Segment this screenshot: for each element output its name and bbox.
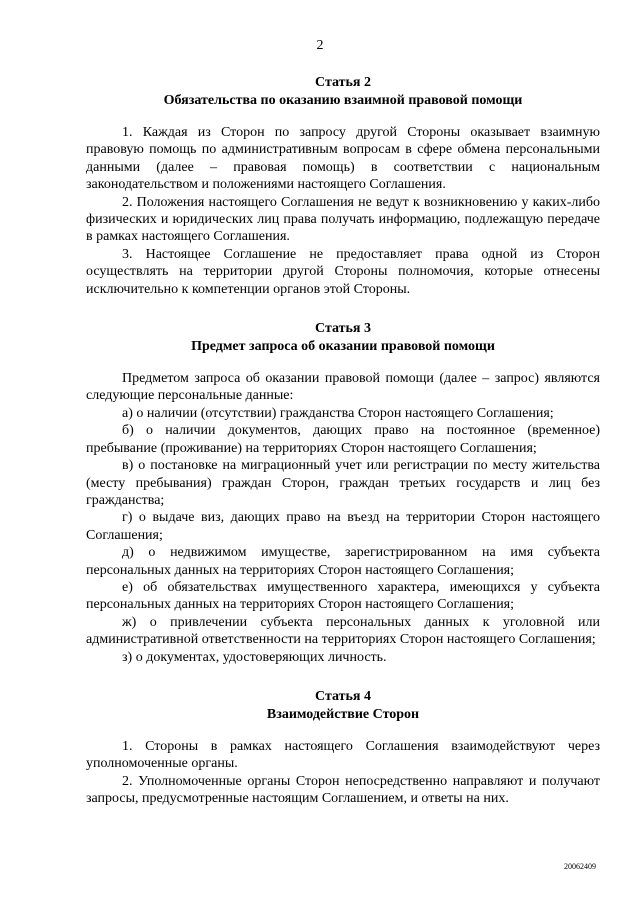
paragraph: 1. Стороны в рамках настоящего Соглашения взаимодействуют через уполномоченные органы. xyxy=(86,738,600,772)
article-2-title: Обязательства по оказанию взаимной правовой помощи xyxy=(163,93,523,108)
article-4-section xyxy=(86,688,600,808)
list-item: а) о наличии (отсутствии) гражданства Сторон настоящего Соглашения; xyxy=(122,405,554,421)
paragraph: 2. Уполномоченные органы Сторон непосредственно направляют и получают запросы, предусмотренные настоящим Соглашением, и ответы на них. xyxy=(86,773,600,807)
list-item: д) о недвижимом имуществе, зарегистрированном на имя субъекта персональных данных на территориях Сторон настоящего Соглашения; xyxy=(86,545,600,578)
document-body xyxy=(86,74,600,808)
article-3-section xyxy=(86,320,600,666)
article-4-title: Взаимодействие Сторон xyxy=(266,706,420,722)
document-code: 20062409 xyxy=(564,862,596,871)
list-item: б) о наличии документов, дающих право на постоянное (временное) пребывание (проживание) на территориях Сторон настоящего Соглашения; xyxy=(86,423,600,456)
article-3-title: Предмет запроса об оказании правовой помощи xyxy=(191,339,495,355)
article-2-number: Статья 2 xyxy=(315,75,371,90)
page-number: 2 xyxy=(316,38,324,53)
list-item: з) о документах, удостоверяющих личность. xyxy=(122,649,387,665)
article-3-number: Статья 3 xyxy=(315,321,371,337)
paragraph: Предметом запроса об оказании правовой помощи (далее – запрос) являются следующие персональные данные: xyxy=(86,371,600,404)
paragraph: 2. Положения настоящего Соглашения не ведут к возникновению у каких-либо физических и юридических лиц права получать информацию, подлежащую передаче в рамках настоящего Соглашения. xyxy=(86,194,600,245)
list-item: ж) о привлечении субъекта персональных данных к уголовной или административной ответственности на территориях Сторон настоящего Соглашения; xyxy=(86,614,600,648)
article-4-number: Статья 4 xyxy=(315,688,371,704)
list-item: е) об обязательствах имущественного характера, имеющихся у субъекта персональных данных на территориях Сторон настоящего Соглашения; xyxy=(86,579,600,613)
list-item: в) о постановке на миграционный учет или регистрации по месту жительства (месту пребывания) граждан Сторон, граждан третьих государств и лиц без гражданства; xyxy=(86,458,600,508)
list-item: г) о выдаче виз, дающих право на въезд на территории Сторон настоящего Соглашения; xyxy=(86,510,600,543)
paragraph: 3. Настоящее Соглашение не предоставляет права одной из Сторон осуществлять на территории другой Стороны полномочия, которые отнесены исключительно к компетенции органов этой Стороны. xyxy=(86,246,600,297)
paragraph: 1. Каждая из Сторон по запросу другой Стороны оказывает взаимную правовую помощь по административным вопросам в сфере обмена персональными данными (далее – правовая помощь) в соответствии с национальным законодательством и положениями настоящего Соглашения. xyxy=(86,125,600,193)
article-2-section xyxy=(86,74,600,298)
